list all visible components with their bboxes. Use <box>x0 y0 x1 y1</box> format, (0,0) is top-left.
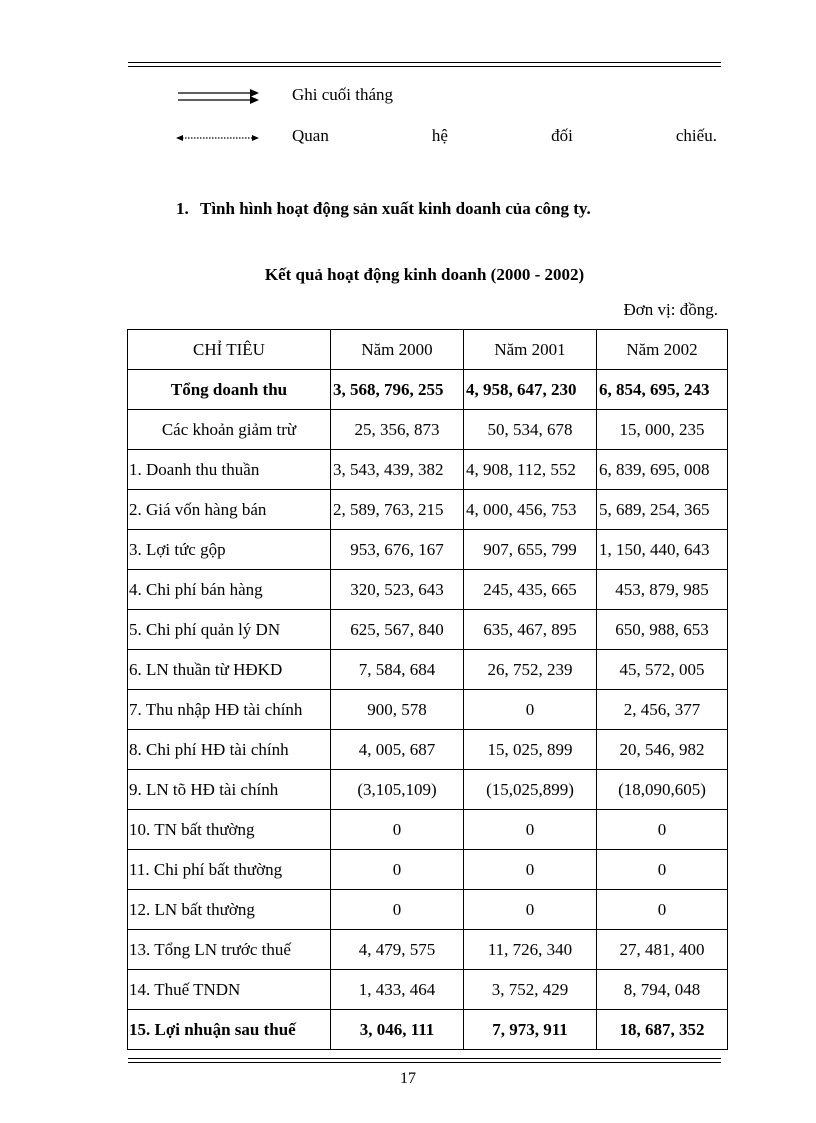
value-cell: 3, 752, 429 <box>464 970 597 1010</box>
value-cell: 4, 958, 647, 230 <box>464 370 597 410</box>
legend-word: Quan <box>292 126 329 145</box>
footer-rule-second <box>128 1062 721 1063</box>
value-cell: 6, 854, 695, 243 <box>597 370 728 410</box>
table-row <box>128 970 728 1010</box>
table-header-row <box>128 330 728 370</box>
value-cell: 2, 456, 377 <box>597 690 728 730</box>
table-row <box>128 1010 728 1050</box>
business-results-table <box>127 329 728 1050</box>
legend-word: hệ <box>431 126 448 145</box>
value-cell: 0 <box>597 810 728 850</box>
value-cell: 15, 000, 235 <box>597 410 728 450</box>
value-cell: 245, 435, 665 <box>464 570 597 610</box>
table-row <box>128 370 728 410</box>
table-row <box>128 890 728 930</box>
value-cell: 8, 794, 048 <box>597 970 728 1010</box>
value-cell: 18, 687, 352 <box>597 1010 728 1050</box>
value-cell: 4, 479, 575 <box>331 930 464 970</box>
table-title: Kết quả hoạt động kinh doanh (2000 - 2002) <box>264 265 585 284</box>
value-cell: 4, 908, 112, 552 <box>464 450 597 490</box>
value-cell: (18,090,605) <box>597 770 728 810</box>
column-header: Năm 2001 <box>464 330 597 370</box>
page-number: 17 <box>400 1070 416 1087</box>
table-row <box>128 690 728 730</box>
value-cell: (15,025,899) <box>464 770 597 810</box>
row-label: 4. Chi phí bán hàng <box>128 570 331 610</box>
value-cell: 11, 726, 340 <box>464 930 597 970</box>
table-row <box>128 850 728 890</box>
legend-label-monthly: Ghi cuối tháng <box>292 85 394 104</box>
value-cell: 27, 481, 400 <box>597 930 728 970</box>
value-cell: 907, 655, 799 <box>464 530 597 570</box>
header-rule-second <box>128 66 721 67</box>
row-label: Các khoản giảm trừ <box>128 410 331 450</box>
value-cell: 320, 523, 643 <box>331 570 464 610</box>
row-label: 2. Giá vốn hàng bán <box>128 490 331 530</box>
table-row <box>128 730 728 770</box>
table-row <box>128 810 728 850</box>
table-row <box>128 450 728 490</box>
value-cell: 0 <box>331 850 464 890</box>
row-label: 3. Lợi tức gộp <box>128 530 331 570</box>
section-number: 1. <box>176 199 189 218</box>
legend-item-monthly <box>176 85 721 107</box>
value-cell: 4, 000, 456, 753 <box>464 490 597 530</box>
value-cell: 3, 046, 111 <box>331 1010 464 1050</box>
header-rule <box>128 62 721 63</box>
value-cell: 900, 578 <box>331 690 464 730</box>
legend-word: đối <box>551 126 573 145</box>
value-cell: 0 <box>597 890 728 930</box>
value-cell: 0 <box>464 690 597 730</box>
value-cell: 7, 973, 911 <box>464 1010 597 1050</box>
value-cell: 0 <box>464 810 597 850</box>
value-cell: 0 <box>464 890 597 930</box>
value-cell: 1, 150, 440, 643 <box>597 530 728 570</box>
row-label: 6. LN thuần từ HĐKD <box>128 650 331 690</box>
row-label: 9. LN tõ HĐ tài chính <box>128 770 331 810</box>
row-label: 5. Chi phí quản lý DN <box>128 610 331 650</box>
value-cell: 26, 752, 239 <box>464 650 597 690</box>
legend-item-reconcile <box>176 126 721 148</box>
value-cell: 650, 988, 653 <box>597 610 728 650</box>
table-row <box>128 930 728 970</box>
unit-note: Đơn vị: đồng. <box>623 300 718 319</box>
value-cell: 3, 543, 439, 382 <box>331 450 464 490</box>
value-cell: 4, 005, 687 <box>331 730 464 770</box>
footer-rule <box>128 1058 721 1059</box>
value-cell: (3,105,109) <box>331 770 464 810</box>
value-cell: 635, 467, 895 <box>464 610 597 650</box>
value-cell: 625, 567, 840 <box>331 610 464 650</box>
section-heading <box>176 199 591 219</box>
value-cell: 953, 676, 167 <box>331 530 464 570</box>
legend-word: chiếu. <box>675 126 717 145</box>
table-row <box>128 610 728 650</box>
table-row <box>128 490 728 530</box>
row-label: 15. Lợi nhuận sau thuế <box>128 1010 331 1050</box>
row-label: 1. Doanh thu thuần <box>128 450 331 490</box>
table-row <box>128 650 728 690</box>
row-label: 11. Chi phí bất thường <box>128 850 331 890</box>
value-cell: 20, 546, 982 <box>597 730 728 770</box>
value-cell: 3, 568, 796, 255 <box>331 370 464 410</box>
column-header: CHỈ TIÊU <box>128 330 331 370</box>
table-row <box>128 530 728 570</box>
row-label: 13. Tổng LN trước thuế <box>128 930 331 970</box>
value-cell: 50, 534, 678 <box>464 410 597 450</box>
table-row <box>128 570 728 610</box>
value-cell: 6, 839, 695, 008 <box>597 450 728 490</box>
value-cell: 0 <box>331 810 464 850</box>
section-title: Tình hình hoạt động sản xuất kinh doanh của công ty. <box>200 199 591 218</box>
value-cell: 0 <box>331 890 464 930</box>
row-label: 10. TN bất thường <box>128 810 331 850</box>
value-cell: 15, 025, 899 <box>464 730 597 770</box>
row-label: 12. LN bất thường <box>128 890 331 930</box>
table-row <box>128 770 728 810</box>
value-cell: 0 <box>464 850 597 890</box>
value-cell: 25, 356, 873 <box>331 410 464 450</box>
dotted-double-arrow-icon <box>176 130 260 146</box>
value-cell: 7, 584, 684 <box>331 650 464 690</box>
value-cell: 5, 689, 254, 365 <box>597 490 728 530</box>
row-label: 7. Thu nhập HĐ tài chính <box>128 690 331 730</box>
value-cell: 45, 572, 005 <box>597 650 728 690</box>
value-cell: 0 <box>597 850 728 890</box>
table-row <box>128 410 728 450</box>
value-cell: 453, 879, 985 <box>597 570 728 610</box>
column-header: Năm 2000 <box>331 330 464 370</box>
value-cell: 2, 589, 763, 215 <box>331 490 464 530</box>
column-header: Năm 2002 <box>597 330 728 370</box>
row-label: Tổng doanh thu <box>128 370 331 410</box>
row-label: 8. Chi phí HĐ tài chính <box>128 730 331 770</box>
row-label: 14. Thuế TNDN <box>128 970 331 1010</box>
value-cell: 1, 433, 464 <box>331 970 464 1010</box>
double-arrow-icon <box>176 89 260 105</box>
legend-label-reconcile <box>292 126 717 146</box>
